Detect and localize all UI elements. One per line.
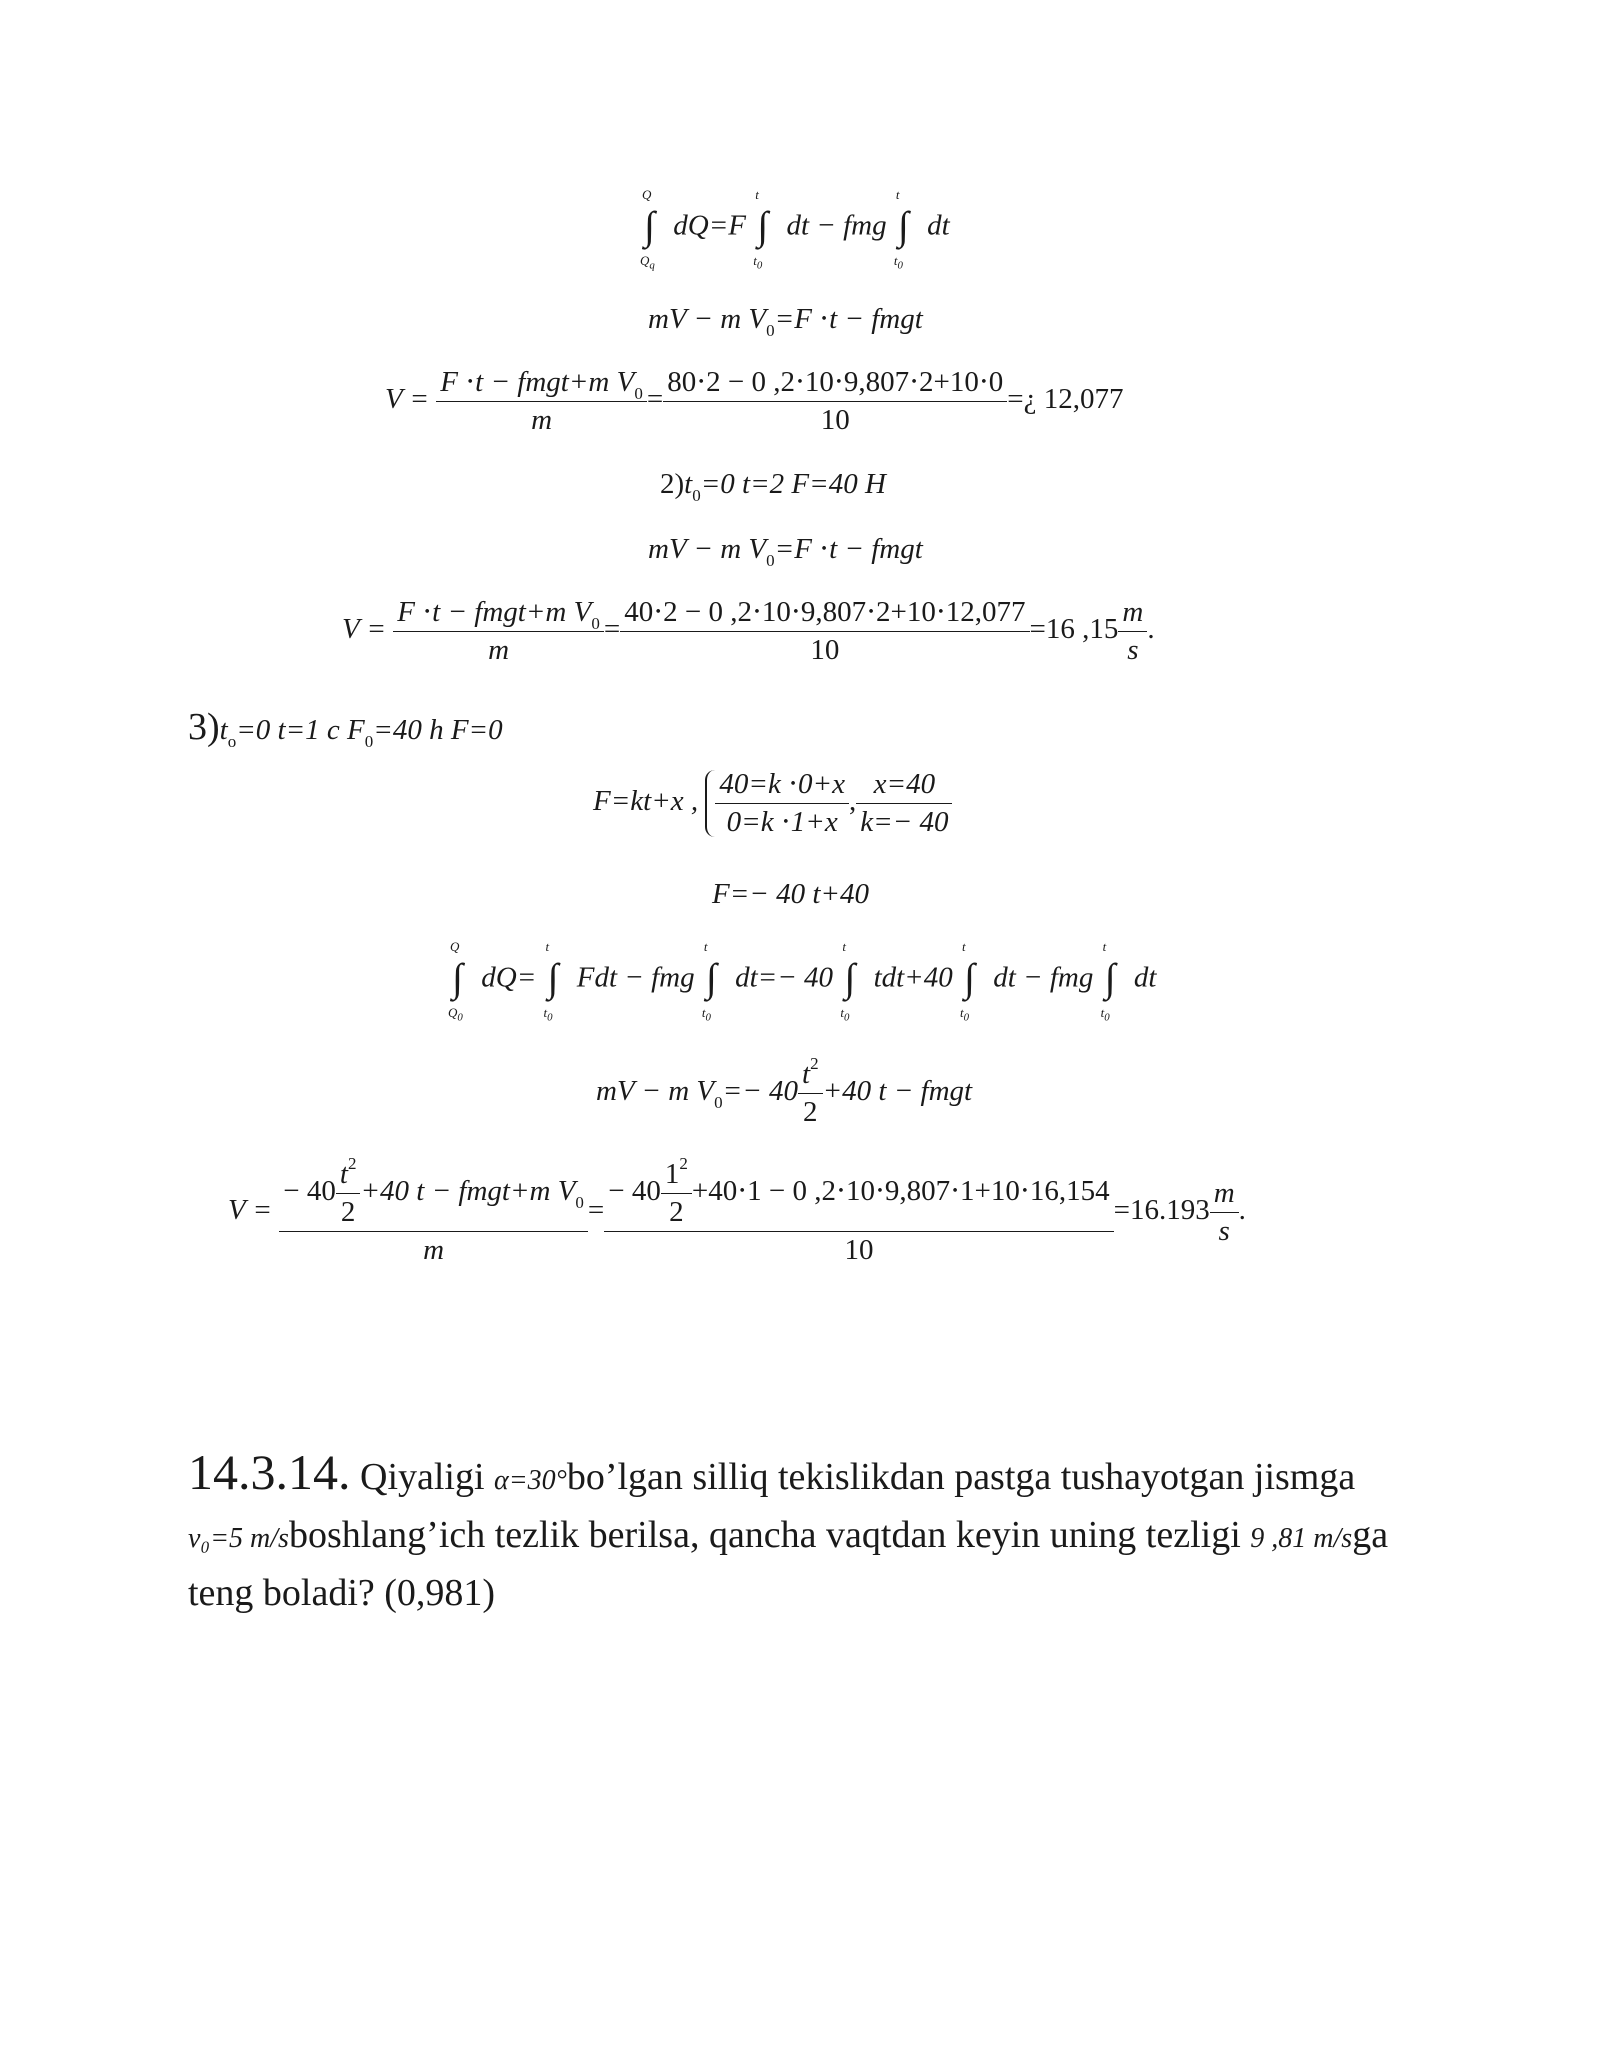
eq-sub: 0: [766, 551, 775, 570]
eq-term: t: [219, 714, 228, 746]
eq-result: =16 ,15: [1029, 613, 1119, 646]
eq-term: t: [684, 468, 693, 500]
integral-sign: ∫ t $t_0$: [753, 187, 769, 272]
equation-system: [593, 770, 952, 837]
eq-sub: o: [227, 732, 237, 751]
integral-sign: ∫ t $t_0$: [701, 939, 717, 1024]
integral-sign: ∫ t $t_0$: [960, 939, 975, 1024]
eq-term: =F ⋅t − fmgt: [774, 303, 923, 335]
equation-case-2: [660, 468, 886, 505]
inline-formula: α=30°: [494, 1465, 567, 1496]
fraction: − 40 $\frac{t^2}{2}$ +40 t − fmgt+m $V_0$ m: [279, 1160, 588, 1265]
problem-paragraph: [188, 1445, 1408, 1620]
eq-lhs: F=kt+x ,: [593, 785, 699, 818]
integral-sign: ∫ Q $Q_0$: [448, 939, 463, 1024]
equation-case-3: [188, 706, 503, 751]
fraction: $\frac{40\cdot 2 - 0 ,2\cdot 10\cdot 9,807\cdot 2+10\cdot 12,077}{10}$: [620, 598, 1029, 665]
equation-integral-2: [448, 939, 1157, 1024]
eq-sub: 0: [714, 1093, 723, 1113]
problem-number: 14.3.14.: [188, 1444, 351, 1500]
case-paren: ): [674, 468, 685, 500]
eq-sign: =: [646, 383, 664, 416]
eq-term: =0 t=2 F=40 H: [700, 468, 886, 500]
inline-formula: 9 ,81 m/s: [1250, 1523, 1353, 1554]
eq-sign: =: [587, 1194, 605, 1227]
eq-sub: 0: [364, 732, 374, 751]
fraction: $\frac{F \cdot t - fmgt+m V_0}{m}$: [393, 598, 604, 665]
fraction: $\frac{80\cdot 2 - 0 ,2\cdot 10\cdot 9,807\cdot 2+10\cdot 0}{10}$: [663, 368, 1007, 435]
fraction: $\frac{F \cdot t - fmgt+m V_0}{m}$: [436, 368, 647, 435]
unit-fraction: $\frac{m}{s}$: [1210, 1179, 1239, 1246]
equation-velocity-3: [228, 1154, 1246, 1266]
eq-term: dt: [927, 209, 950, 242]
equation-integral-1: [640, 187, 950, 272]
fraction: $\frac{x=40}{k=- 40}$: [856, 770, 952, 837]
fraction: − 40 $\frac{1^2}{2}$ +40⋅1 − 0 ,2⋅10⋅9,807⋅1+10⋅16,154 10: [604, 1160, 1113, 1265]
eq-lhs: V =: [342, 613, 387, 646]
eq-term: =40 h F=0: [373, 714, 503, 746]
eq-term: mV − m V: [648, 303, 767, 335]
equation-momentum-2: [648, 533, 923, 570]
eq-lhs: V =: [385, 383, 430, 416]
equation-velocity-2: [342, 598, 1155, 665]
integral-sign: ∫ t $t_0$: [543, 939, 559, 1024]
eq-term: =− 40: [722, 1075, 799, 1108]
integral-sign: ∫ t $t_0$: [1100, 939, 1116, 1024]
eq-term: =F ⋅t − fmgt: [774, 533, 923, 565]
eq-term: =0 t=1 c F: [236, 714, 365, 746]
eq-dot: .: [1238, 1194, 1246, 1227]
eq-term: dQ=: [481, 961, 537, 994]
integral-sign: ∫ Q $Q_q$: [640, 187, 655, 272]
eq-sign: =: [603, 613, 621, 646]
problem-text: boshlang’ich tezlik berilsa, qancha vaqtdan keyin uning tezligi: [288, 1514, 1251, 1556]
equation-momentum-3: [596, 1054, 973, 1128]
equation-momentum-1: [648, 303, 923, 340]
inline-formula: v₀=5 m/s: [188, 1523, 289, 1554]
eq-lhs: V =: [228, 1194, 273, 1227]
fraction: $\frac{t^2}{2}$: [798, 1060, 823, 1127]
integral-sign: ∫ t $t_0$: [840, 939, 856, 1024]
eq-result: =¿ 12,077: [1007, 383, 1124, 416]
eq-term: mV − m V: [648, 533, 767, 565]
unit-fraction: $\frac{m}{s}$: [1118, 598, 1147, 665]
eq-term: dt: [1133, 961, 1157, 994]
eq-term: dt=− 40: [735, 961, 834, 994]
eq-sub: 0: [692, 486, 701, 505]
problem-text: Qiyaligi: [350, 1456, 495, 1498]
eq-term: dt − fmg: [786, 209, 887, 242]
eq-result: =16.193: [1113, 1194, 1210, 1227]
problem-text: ga teng boladi? (0,981): [188, 1514, 1389, 1614]
equation-velocity-1: [385, 368, 1124, 435]
eq-sub: 0: [766, 321, 775, 340]
case-label: 3): [188, 706, 220, 748]
system-brace: $\frac{40=k \cdot 0+x}{0=k \cdot 1+x}$: [705, 770, 849, 837]
eq-term: F=− 40 t+40: [712, 878, 869, 910]
eq-term: tdt+40: [873, 961, 953, 994]
problem-text: bo’lgan silliq tekislikdan pastga tushayotgan jismga: [566, 1456, 1356, 1498]
eq-comma: ,: [848, 785, 857, 818]
integral-sign: ∫ t $t_0$: [893, 187, 909, 272]
eq-term: Fdt − fmg: [576, 961, 695, 994]
case-number: 2: [660, 468, 675, 500]
eq-dot: .: [1147, 613, 1155, 646]
eq-term: dt − fmg: [993, 961, 1094, 994]
eq-term: +40 t − fmgt: [822, 1075, 973, 1108]
eq-term: mV − m V: [596, 1075, 715, 1108]
equation-force: [712, 880, 869, 909]
eq-term: dQ=F: [673, 209, 746, 242]
